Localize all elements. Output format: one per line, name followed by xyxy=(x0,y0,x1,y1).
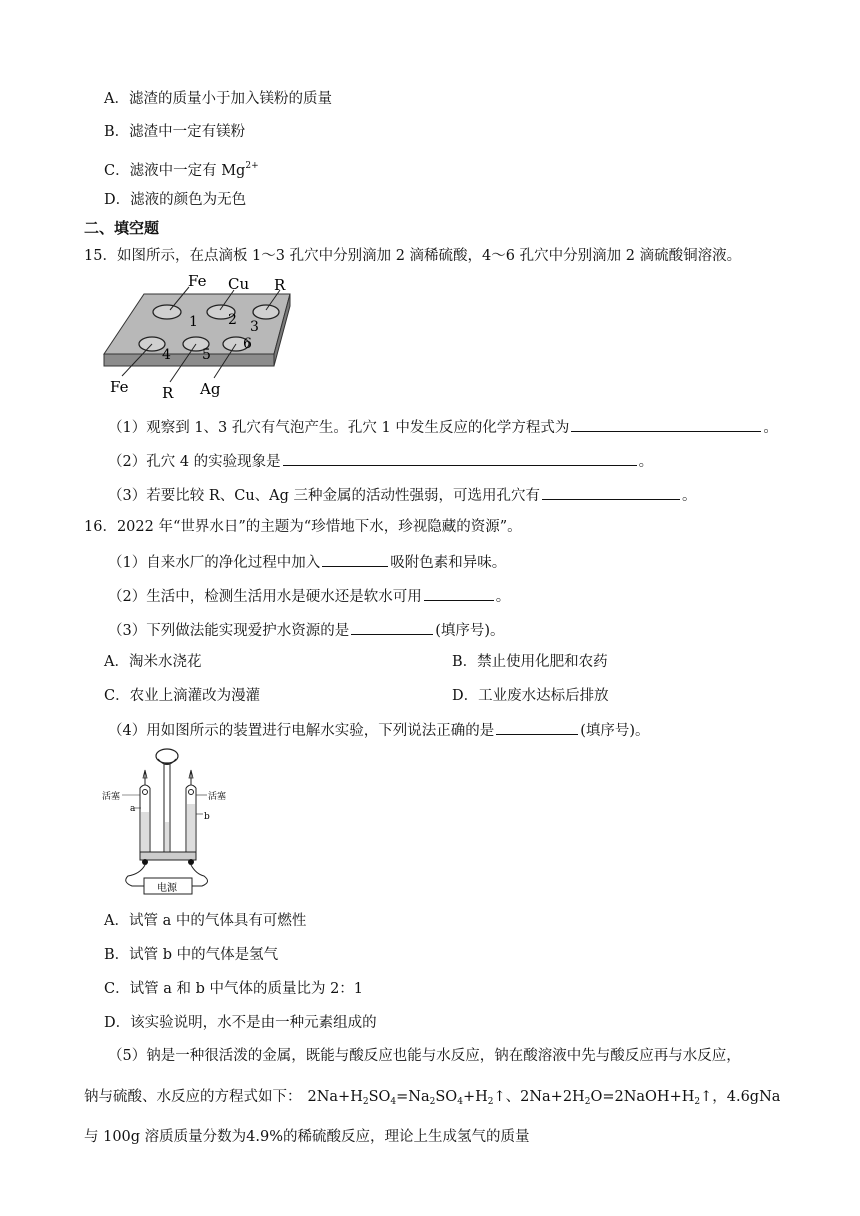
answer-blank[interactable] xyxy=(424,585,494,601)
fig-label-valve-right: 活塞 xyxy=(208,792,227,802)
spot-plate-figure xyxy=(100,270,300,402)
fig-label-a: a xyxy=(130,804,136,814)
q16-part3-end: (填序号)。 xyxy=(435,623,505,639)
reaction-equations: $2Na+H_2SO_4=Na_2SO_4+H_2↑$、$2Na+2H_2O=2NaOH+H_2↑$，4.6gNa xyxy=(307,1089,781,1107)
q16-part3 xyxy=(108,619,505,641)
q16-part4 xyxy=(108,719,650,741)
answer-blank[interactable] xyxy=(496,719,578,735)
fig-label-fe-bottom: Fe xyxy=(110,378,129,396)
fig-num-3: 3 xyxy=(250,319,259,335)
q16-part1-text: （1）自来水厂的净化过程中加入 xyxy=(108,555,321,571)
option-14c-text: C．滤液中一定有 Mg xyxy=(104,163,246,179)
q15-part2 xyxy=(108,450,653,472)
q16-part4-end: (填序号)。 xyxy=(580,723,650,739)
q15-part2-text: （2）孔穴 4 的实验现象是 xyxy=(108,454,281,470)
fig-label-power: 电源 xyxy=(157,883,177,894)
fig-label-b: b xyxy=(204,812,210,822)
option-16-3c: C．农业上滴灌改为漫灌 xyxy=(104,688,261,704)
fig-num-6: 6 xyxy=(243,336,252,352)
electrolysis-apparatus-figure xyxy=(100,748,238,900)
q16-stem: 16．2022 年“世界水日”的主题为“珍惜地下水，珍视隐藏的资源”。 xyxy=(84,519,522,535)
q15-part3 xyxy=(108,484,697,506)
q15-part1 xyxy=(108,416,778,438)
fig-label-r-bottom: R xyxy=(162,384,174,402)
q16-part2-end: 。 xyxy=(495,589,511,605)
q16-part1-end: 吸附色素和异味。 xyxy=(390,555,507,571)
fig-num-2: 2 xyxy=(228,312,237,328)
q15-part2-end: 。 xyxy=(638,454,654,470)
q16-part5-line1: （5）钠是一种很活泼的金属，既能与酸反应也能与水反应，钠在酸溶液中先与酸反应再与水反应， xyxy=(108,1048,741,1064)
option-16-3d: D．工业废水达标后排放 xyxy=(452,688,609,704)
option-14d: D．滤液的颜色为无色 xyxy=(104,192,247,208)
answer-blank[interactable] xyxy=(571,416,761,432)
q16-part4-text: （4）用如图所示的装置进行电解水实验，下列说法正确的是 xyxy=(108,723,495,739)
q15-part3-text: （3）若要比较 R、Cu、Ag 三种金属的活动性强弱，可选用孔穴有 xyxy=(108,488,541,504)
fig-num-4: 4 xyxy=(162,347,171,363)
option-16-4a: A．试管 a 中的气体具有可燃性 xyxy=(104,913,307,929)
fig-label-ag-bottom: Ag xyxy=(200,380,221,398)
q15-part1-text: （1）观察到 1、3 孔穴有气泡产生。孔穴 1 中发生反应的化学方程式为 xyxy=(108,420,570,436)
option-16-4d: D．该实验说明，水不是由一种元素组成的 xyxy=(104,1015,377,1031)
q16-part1 xyxy=(108,551,506,573)
option-16-3a: A．淘米水浇花 xyxy=(104,654,202,670)
fig-label-cu-top: Cu xyxy=(228,275,250,293)
option-16-4b: B．试管 b 中的气体是氢气 xyxy=(104,947,279,963)
option-16-4c: C．试管 a 和 b 中气体的质量比为 2：1 xyxy=(104,981,364,997)
option-14a: A．滤渣的质量小于加入镁粉的质量 xyxy=(104,91,332,107)
answer-blank[interactable] xyxy=(542,484,680,500)
q16-part2-text: （2）生活中，检测生活用水是硬水还是软水可用 xyxy=(108,589,422,605)
fig-label-valve-left: 活塞 xyxy=(102,792,121,802)
fig-num-1: 1 xyxy=(189,314,198,330)
option-14c-sup: 2+ xyxy=(245,161,259,171)
q15-part1-end: 。 xyxy=(763,420,778,436)
fig-num-5: 5 xyxy=(202,347,211,363)
fig-label-r-top: R xyxy=(274,276,286,294)
q16-part2 xyxy=(108,585,510,607)
q16-part5-line2 xyxy=(84,1087,780,1112)
q16-part3-text: （3）下列做法能实现爱护水资源的是 xyxy=(108,623,350,639)
option-14c xyxy=(104,156,259,181)
answer-blank[interactable] xyxy=(283,450,637,466)
fig-label-fe-top: Fe xyxy=(188,272,207,290)
q16-part5-line3: 与 100g 溶质质量分数为4.9%的稀硫酸反应，理论上生成氢气的质量 xyxy=(84,1129,530,1145)
q15-stem: 15．如图所示，在点滴板 1～3 孔穴中分别滴加 2 滴稀硫酸，4～6 孔穴中分别滴加 2 滴硫酸铜溶液。 xyxy=(84,248,742,264)
option-16-3b: B．禁止使用化肥和农药 xyxy=(452,654,608,670)
answer-blank[interactable] xyxy=(351,619,433,635)
section-title: 二、填空题 xyxy=(84,219,160,237)
answer-blank[interactable] xyxy=(322,551,388,567)
q15-part3-end: 。 xyxy=(682,488,697,504)
option-14b: B．滤渣中一定有镁粉 xyxy=(104,124,246,140)
q16-part5-line2-text: 钠与硫酸、水反应的方程式如下： xyxy=(84,1089,302,1105)
